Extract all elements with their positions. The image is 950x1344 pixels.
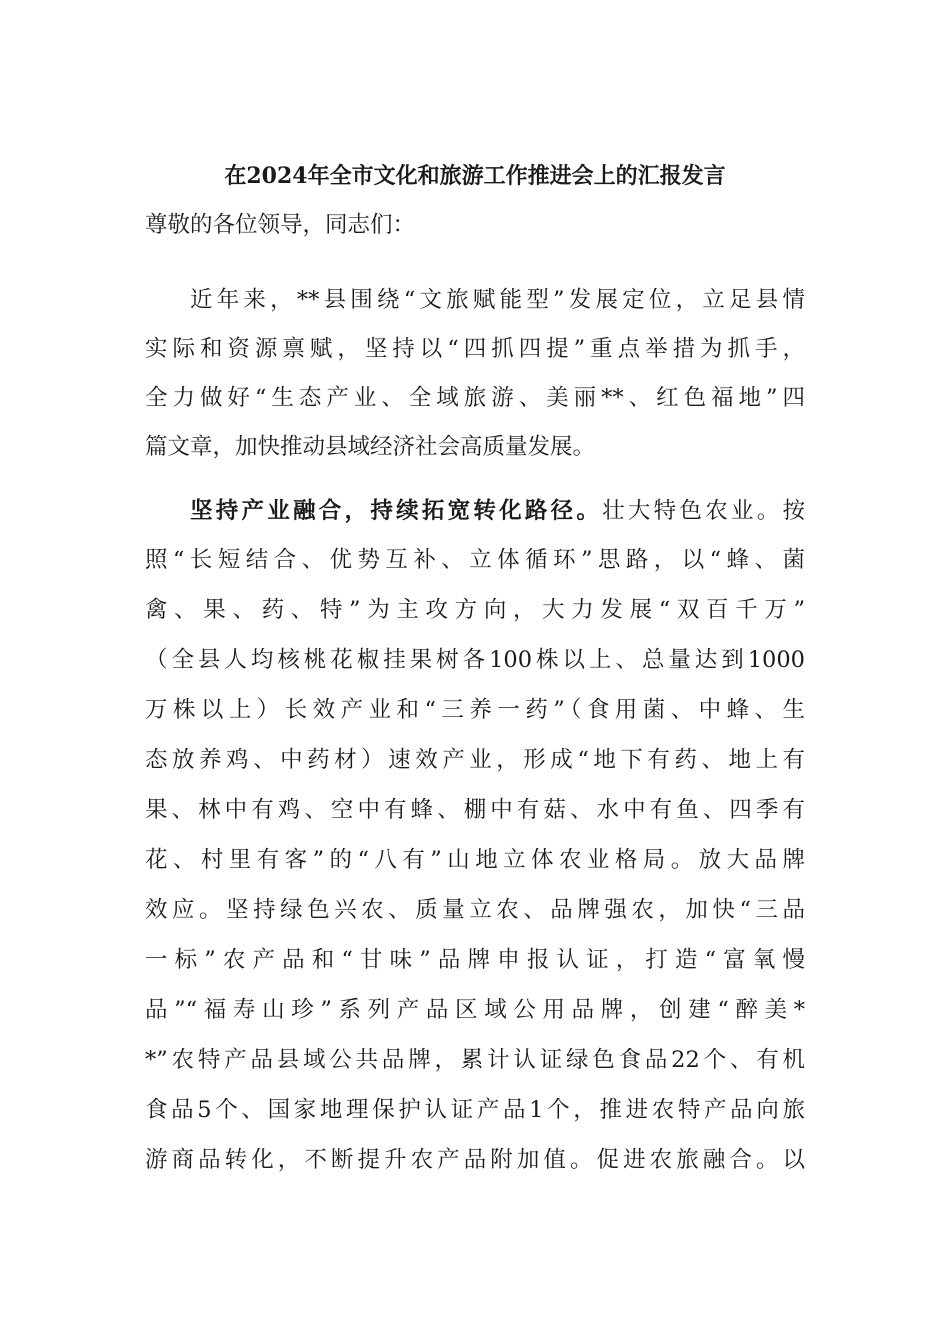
- intro-line-1: 近年来，**县围绕“文旅赋能型”发展定位，立足县情: [190, 287, 805, 313]
- section1-line-10: 一标”农产品和“甘味”品牌申报认证，打造“富氧慢: [145, 947, 805, 973]
- section1-line-2: 照“长短结合、优势互补、立体循环”思路，以“蜂、菌: [145, 547, 805, 573]
- section1-line-6: 态放养鸡、中药材）速效产业，形成“地下有药、地上有: [145, 747, 805, 773]
- section1-line-3: 禽、果、药、特”为主攻方向，大力发展“双百千万”: [145, 597, 805, 623]
- section1-line-8: 花、村里有客”的“八有”山地立体农业格局。放大品牌: [145, 847, 805, 873]
- intro-line-2: 实际和资源禀赋，坚持以“四抓四提”重点举措为抓手，: [145, 336, 805, 362]
- section1-line-5: 万株以上）长效产业和“三养一药”（食用菌、中蜂、生: [145, 697, 805, 723]
- section1-line-4: （全县人均核桃花椒挂果树各100株以上、总量达到1000: [145, 647, 805, 673]
- section1-line-13: 食品5个、国家地理保护认证产品1个，推进农特产品向旅: [145, 1097, 805, 1123]
- section1-line-11: 品”“福寿山珍”系列产品区域公用品牌，创建“醉美*: [145, 997, 805, 1023]
- intro-line-4: 篇文章，加快推动县域经济社会高质量发展。: [145, 434, 596, 460]
- intro-line-3: 全力做好“生态产业、全域旅游、美丽**、红色福地”四: [145, 385, 805, 411]
- section1-line-7: 果、林中有鸡、空中有蜂、棚中有菇、水中有鱼、四季有: [145, 797, 805, 823]
- section1-line-12: *”农特产品县域公共品牌，累计认证绿色食品22个、有机: [145, 1047, 805, 1073]
- section1-heading: 坚持产业融合，持续拓宽转化路径。: [190, 498, 603, 524]
- section1-first-line-text: 壮大特色农业。按: [602, 498, 805, 524]
- greeting-line: 尊敬的各位领导，同志们：: [145, 212, 416, 238]
- section1-line-9: 效应。坚持绿色兴农、质量立农、品牌强农，加快“三品: [145, 897, 805, 923]
- section1-first-line: [145, 491, 805, 531]
- document-title: 在2024年全市文化和旅游工作推进会上的汇报发言: [224, 163, 726, 189]
- section1-line-14: 游商品转化，不断提升农产品附加值。促进农旅融合。以: [145, 1147, 805, 1173]
